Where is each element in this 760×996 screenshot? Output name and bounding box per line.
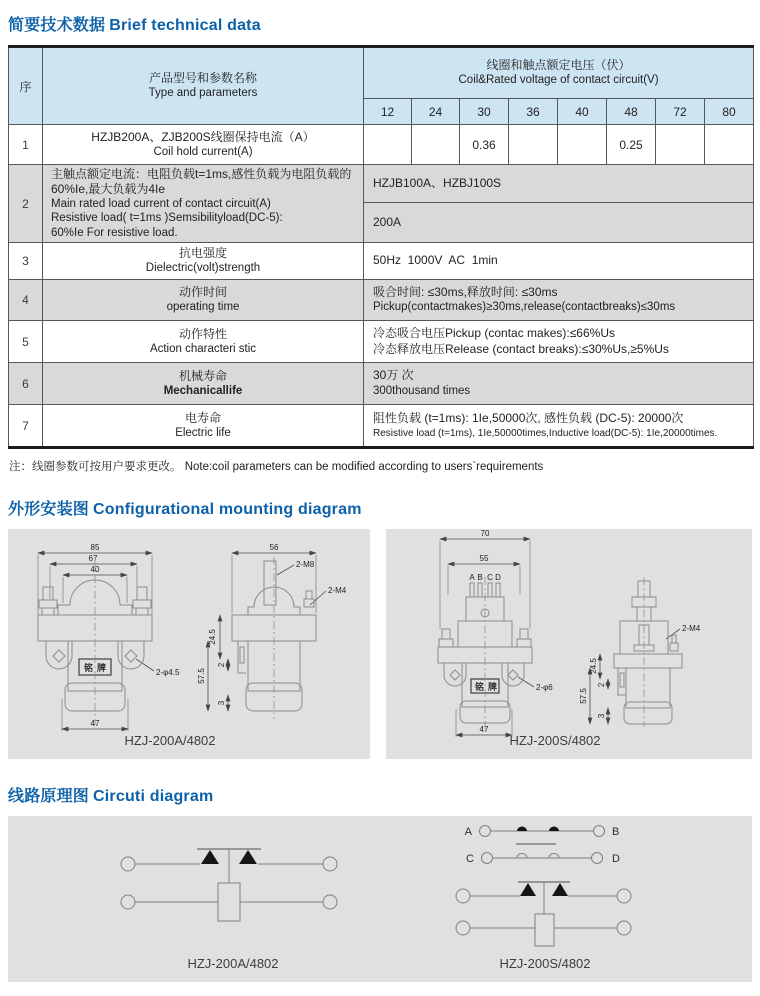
- nameplate-label: 铭牌: [84, 663, 111, 674]
- nameplate-label: 铭牌: [475, 682, 502, 693]
- circuit-diagrams: [8, 816, 752, 982]
- voltage-col-80: 80: [705, 99, 754, 125]
- header-type-en: Type and parameters: [148, 87, 258, 100]
- circuit-panel: [8, 816, 752, 982]
- header-voltage-zh: 线圈和触点额定电压（伏）: [486, 57, 631, 72]
- circuit-hzj200a: [121, 849, 337, 921]
- row5-index: 5: [9, 321, 43, 363]
- dim-hole-2phi45: 2-φ4.5: [156, 668, 180, 678]
- spec-table: [8, 45, 754, 449]
- row2-value-current: 200A: [364, 203, 754, 243]
- dim-2m8: 2-M8: [296, 560, 315, 570]
- row7-value-zh: 阻性负载 (t=1ms): 1Ie,50000次, 感性负载 (DC-5): 20000次: [373, 411, 684, 426]
- voltage-col-36: 36: [509, 99, 558, 125]
- section2-title-en: Configurational mounting diagram: [93, 501, 362, 519]
- row1-name-en: Coil hold current(A): [153, 145, 253, 158]
- row7-value: [364, 405, 754, 448]
- dim-70: 70: [480, 529, 490, 539]
- dim-2: 2: [217, 662, 226, 668]
- row1-name-zh: HZJB200A、ZJB200S线圈保持电流（A）: [91, 129, 315, 144]
- dim-47: 47: [479, 725, 489, 735]
- section1-title-zh: 简要技术数据: [8, 17, 106, 34]
- drawing-caption-hzj200a: HZJ-200A/4802: [124, 733, 216, 749]
- voltage-col-48: 48: [607, 99, 656, 125]
- section3-title: [8, 783, 752, 806]
- table-row-1: [9, 125, 754, 165]
- terminal-b-label: B: [477, 573, 483, 583]
- mounting-panel-hzj200s: [386, 529, 752, 759]
- row1-value-24: [412, 125, 460, 165]
- row2-name-en3: 60%Ie For resistive load.: [51, 226, 178, 239]
- table-row-6: [9, 363, 754, 405]
- row5-value-zh: 冷态吸合电压Pickup (contac makes):≤66%Us: [373, 326, 615, 341]
- dim-24-5: 24.5: [589, 658, 598, 674]
- mounting-drawing-hzj200a: [8, 529, 370, 759]
- aux-terminal-c: C: [466, 853, 474, 866]
- row6-name: [43, 363, 364, 405]
- row2-value-models: HZJB100A、HZBJ100S: [364, 165, 754, 203]
- header-index-col: 序: [9, 47, 43, 125]
- row4-name-zh: 动作时间: [178, 285, 227, 300]
- row7-name: [43, 405, 364, 448]
- footnote: 注：线圈参数可按用户要求更改。 Note:coil parameters can be modified according to users`requirements: [9, 461, 544, 474]
- row3-index: 3: [9, 243, 43, 280]
- section3-title-en: Circuti diagram: [93, 788, 214, 806]
- mounting-panel-hzj200a: [8, 529, 370, 759]
- row5-name-zh: 动作特性: [178, 326, 227, 341]
- row6-value-en: 300thousand times: [373, 384, 471, 397]
- dim-2: 2: [597, 682, 606, 688]
- row3-value: 50Hz 1000V AC 1min: [364, 243, 754, 280]
- row2-index: 2: [9, 165, 43, 243]
- voltage-col-12: 12: [364, 99, 412, 125]
- row6-name-en: Mechanicallife: [163, 384, 243, 397]
- row1-value-36: [509, 125, 558, 165]
- voltage-col-30: 30: [460, 99, 509, 125]
- row2-name-zh: 主触点额定电流：电阻负载t=1ms,感性负载为电阻负载的60%Ie,最大负载为4Ie: [51, 167, 352, 196]
- dim-3: 3: [217, 700, 226, 706]
- aux-terminal-d: D: [612, 853, 620, 866]
- row1-value-40: [558, 125, 607, 165]
- section3-title-zh: 线路原理图: [8, 788, 90, 806]
- table-row-7: [9, 405, 754, 448]
- header-type-zh: 产品型号和参数名称: [148, 70, 257, 85]
- table-row-4: [9, 280, 754, 321]
- row1-value-12: [364, 125, 412, 165]
- side-view-contactor: [614, 581, 682, 724]
- voltage-col-24: 24: [412, 99, 460, 125]
- dim-3: 3: [597, 713, 606, 719]
- circuit-caption-hzj200s: HZJ-200S/4802: [499, 956, 591, 972]
- header-voltage-en: Coil&Rated voltage of contact circuit(V): [458, 74, 659, 87]
- row4-value-en: Pickup(contactmakes)≥30ms,release(contactbreaks)≤30ms: [373, 301, 676, 314]
- row5-name-en: Action characteri stic: [149, 342, 257, 355]
- dim-56: 56: [269, 543, 279, 553]
- mounting-panels: [8, 529, 752, 759]
- row5-value: [364, 321, 754, 363]
- mounting-drawing-hzj200s: [386, 529, 752, 759]
- row4-value: [364, 280, 754, 321]
- drawing-caption-hzj200s: HZJ-200S/4802: [509, 733, 601, 749]
- header-voltage-group: [364, 47, 754, 99]
- table-row-3: [9, 243, 754, 280]
- terminal-d-label: D: [495, 573, 501, 583]
- row1-name: [43, 125, 364, 165]
- dim-67: 67: [88, 554, 98, 564]
- row3-name-en: Dielectric(volt)strength: [145, 262, 261, 275]
- row6-value: [364, 363, 754, 405]
- row2-name: [43, 165, 364, 243]
- row3-name-zh: 抗电强度: [178, 246, 227, 261]
- section2-title: [8, 496, 752, 519]
- row1-value-80: [705, 125, 754, 165]
- voltage-col-72: 72: [656, 99, 705, 125]
- row2-name-en2: Resistive load( t=1ms )Semsibilityload(DC-5):: [51, 212, 283, 225]
- aux-terminal-a: A: [464, 826, 472, 839]
- row3-name: [43, 243, 364, 280]
- dim-hole-2phi6: 2-φ6: [536, 683, 553, 693]
- header-type-col: [43, 47, 364, 125]
- table-row-5: [9, 321, 754, 363]
- row4-name-en: operating time: [166, 301, 240, 314]
- circuit-hzj200s-aux: [480, 826, 605, 864]
- dim-57-5: 57.5: [579, 688, 588, 704]
- section1-title-en: Brief technical data: [109, 17, 261, 34]
- row7-value-en: Resistive load (t=1ms), 1Ie,50000times,Inductive load(DC-5): 1Ie,20000times.: [373, 427, 718, 439]
- row4-index: 4: [9, 280, 43, 321]
- section1-title: [8, 12, 752, 35]
- dim-55: 55: [479, 554, 489, 564]
- row7-name-en: Electric life: [175, 426, 231, 439]
- dim-2m4: 2-M4: [682, 624, 701, 634]
- section2-title-zh: 外形安装图: [8, 501, 90, 519]
- dim-57-5: 57.5: [197, 668, 206, 684]
- table-row-2a: [9, 165, 754, 203]
- row7-index: 7: [9, 405, 43, 448]
- dim-47: 47: [90, 719, 100, 729]
- voltage-col-40: 40: [558, 99, 607, 125]
- row1-value-30: 0.36: [460, 125, 509, 165]
- row5-name: [43, 321, 364, 363]
- row4-name: [43, 280, 364, 321]
- row4-value-zh: 吸合时间: ≤30ms,释放时间: ≤30ms: [373, 284, 558, 299]
- aux-terminal-b: B: [612, 826, 620, 839]
- terminal-a-label: A: [469, 573, 475, 583]
- row7-name-zh: 电寿命: [184, 410, 221, 425]
- circuit-caption-hzj200a: HZJ-200A/4802: [187, 956, 279, 972]
- row6-name-zh: 机械寿命: [178, 368, 227, 383]
- terminal-c-label: C: [487, 573, 493, 583]
- dim-2m4: 2-M4: [328, 586, 347, 596]
- dim-40: 40: [90, 565, 100, 575]
- row6-index: 6: [9, 363, 43, 405]
- row6-value-zh: 30万 次: [373, 368, 414, 383]
- dim-85: 85: [90, 543, 100, 553]
- row1-value-48: 0.25: [607, 125, 656, 165]
- circuit-hzj200s-main: [456, 882, 631, 946]
- row1-value-72: [656, 125, 705, 165]
- dim-24-5: 24.5: [208, 629, 217, 645]
- row5-value-en: 冷态释放电压Release (contact breaks):≤30%Us,≥5%Us: [373, 341, 669, 356]
- row1-index: 1: [9, 125, 43, 165]
- row2-name-en1: Main rated load current of contact circuit(A): [51, 198, 271, 210]
